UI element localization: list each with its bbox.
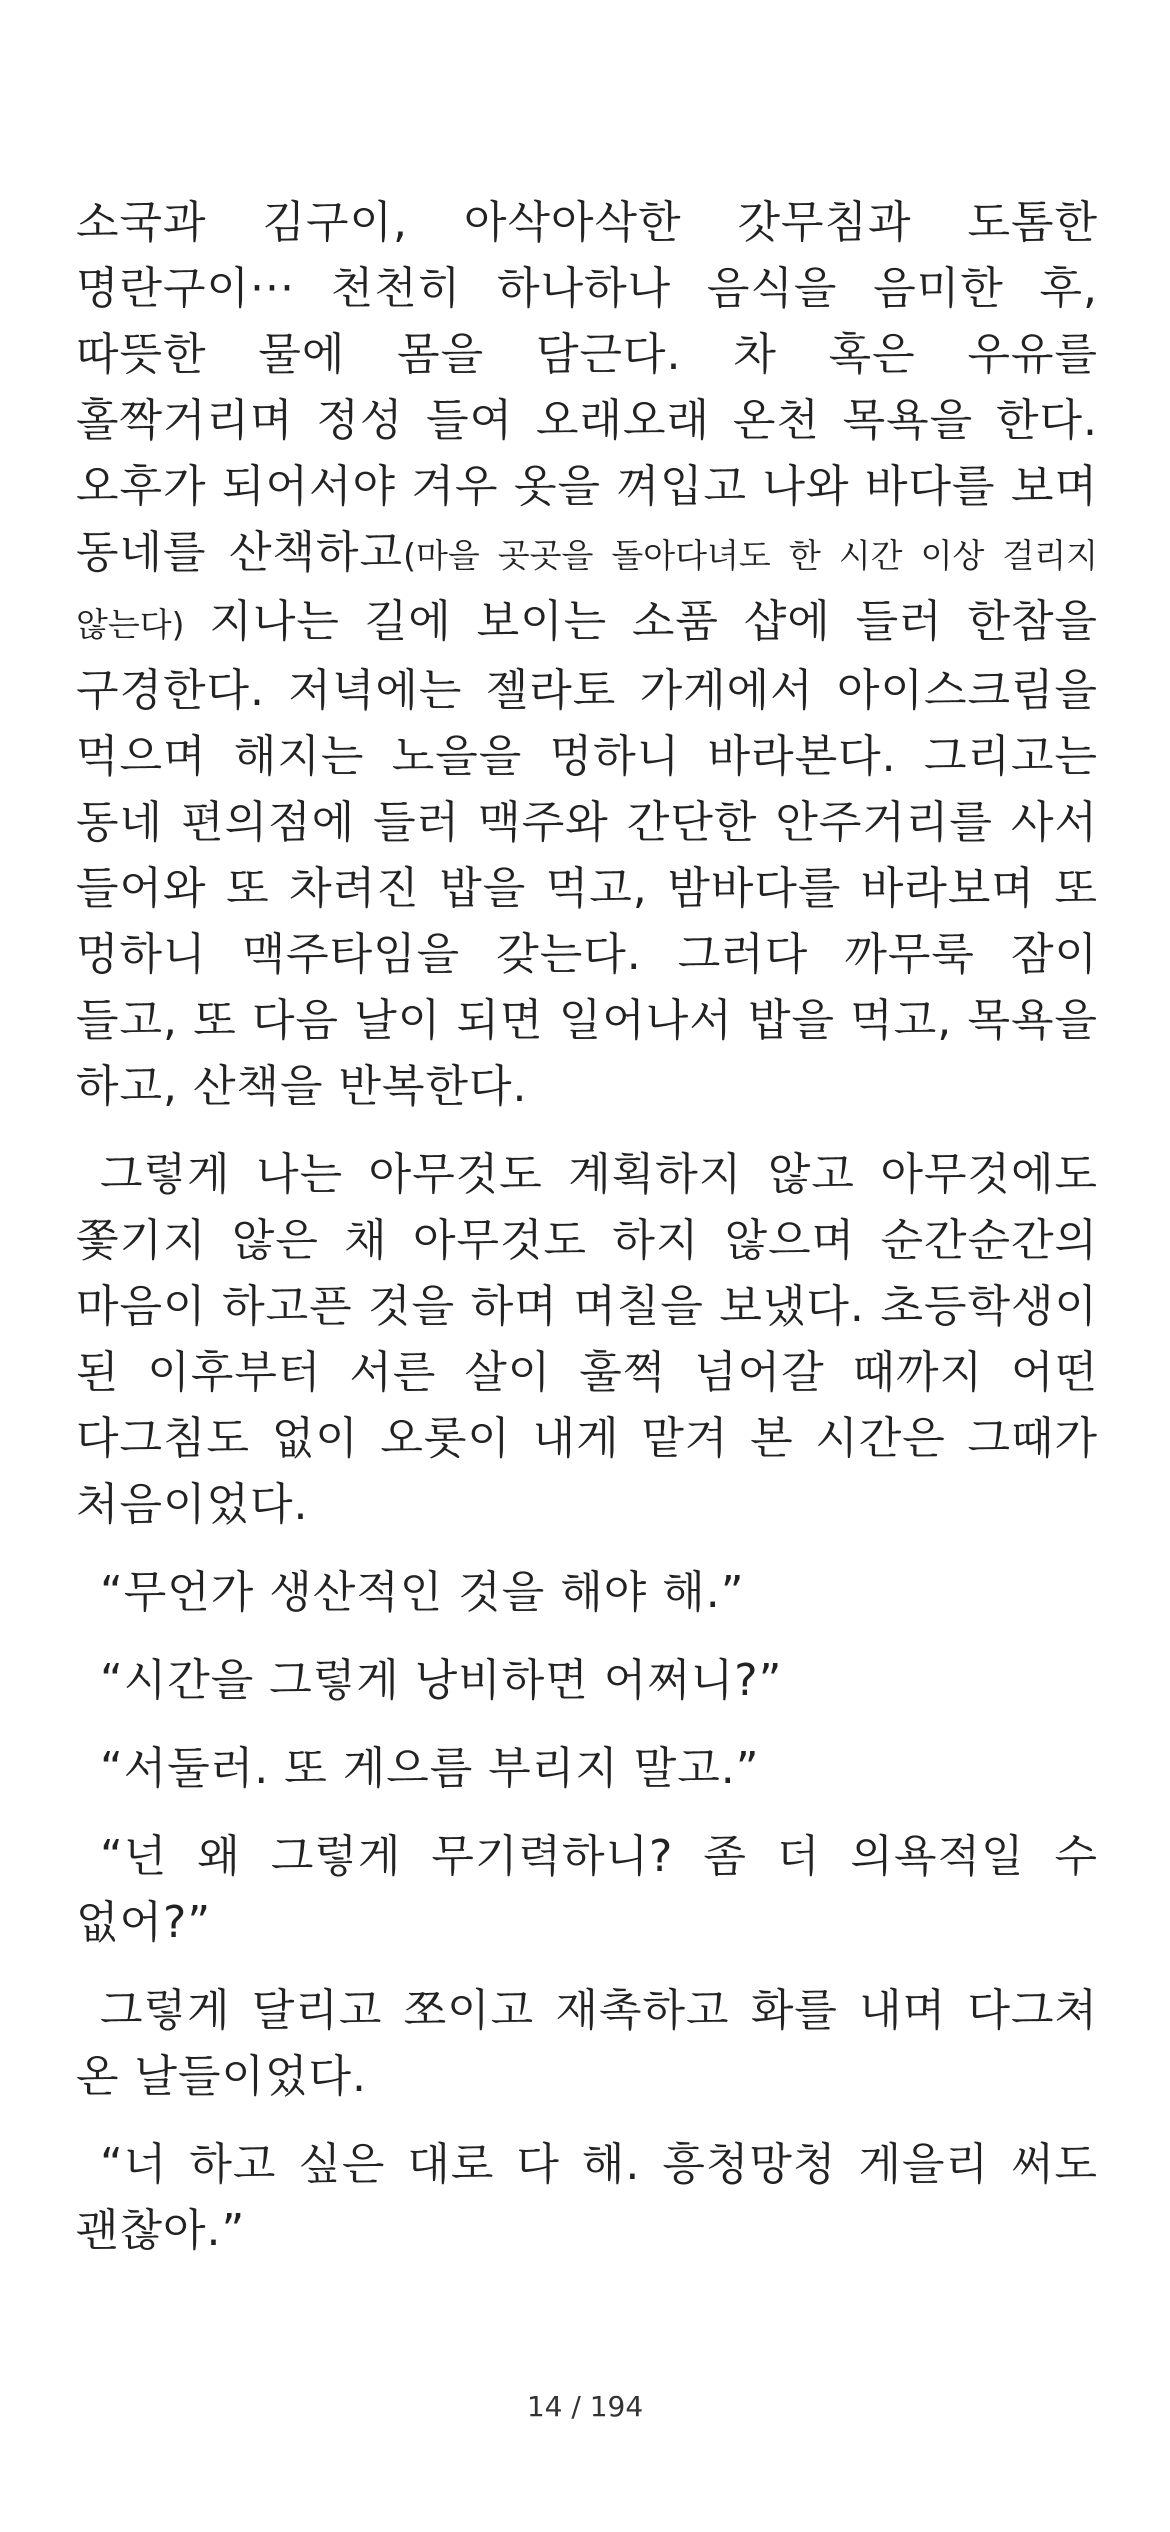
paragraph: [76, 190, 1098, 1120]
dialogue-line: “넌 왜 그렇게 무기력하니? 좀 더 의욕적일 수 없어?”: [76, 1831, 1098, 1948]
page-indicator: 14 / 194: [526, 2390, 644, 2423]
parenthetical-note: (마을 곳곳을 돌아다녀도 한 시간 이상 걸리지 않는다): [76, 536, 1099, 644]
book-text: [76, 190, 1098, 2286]
dialogue-line: “시간을 그렇게 낭비하면 어쩌니?”: [100, 1655, 783, 1706]
paragraph: 그렇게 달리고 쪼이고 재촉하고 화를 내며 다그쳐 온 날들이었다.: [76, 1985, 1098, 2102]
paragraph-text: 소국과 김구이, 아삭아삭한 갓무침과 도톰한 명란구이··· 천천히 하나하나 음식을 음미한 후, 따뜻한 물에 몸을 담근다. 차 혹은 우유를 홀짝거리며 정성 들여 오래오래 온천 목욕을 한다. 오후가 되어서야 겨우 옷을 껴입고 나와 바다를 보며 동네를 산책하고: [76, 197, 1098, 578]
paragraph-text: 지나는 길에 보이는 소품 샵에 들러 한참을 구경한다. 저녁에는 젤라토 가게에서 아이스크림을 먹으며 해지는 노을을 멍하니 바라본다. 그리고는 동네 편의점에 들러 맥주와 간단한 안주거리를 사서 들어와 또 차려진 밥을 먹고, 밤바다를 바라보며 또 멍하니 맥주타임을 갖는다. 그러다 까무룩 잠이 들고, 또 다음 날이 되면 일어나서 밥을 먹고, 목욕을 하고, 산책을 반복한다.: [76, 596, 1098, 1112]
dialogue-line: “무언가 생산적인 것을 해야 해.”: [100, 1567, 745, 1618]
paragraph: 그렇게 나는 아무것도 계획하지 않고 아무것에도 쫓기지 않은 채 아무것도 하지 않으며 순간순간의 마음이 하고픈 것을 하며 며칠을 보냈다. 초등학생이 된 이후부터 서른 살이 훌쩍 넘어갈 때까지 어떤 다그침도 없이 오롯이 내게 맡겨 본 시간은 그때가 처음이었다.: [76, 1149, 1098, 1530]
dialogue-line: “너 하고 싶은 대로 다 해. 흥청망청 게을리 써도 괜찮아.”: [76, 2139, 1098, 2256]
dialogue-line: “서둘러. 또 게으름 부리지 말고.”: [100, 1743, 760, 1794]
